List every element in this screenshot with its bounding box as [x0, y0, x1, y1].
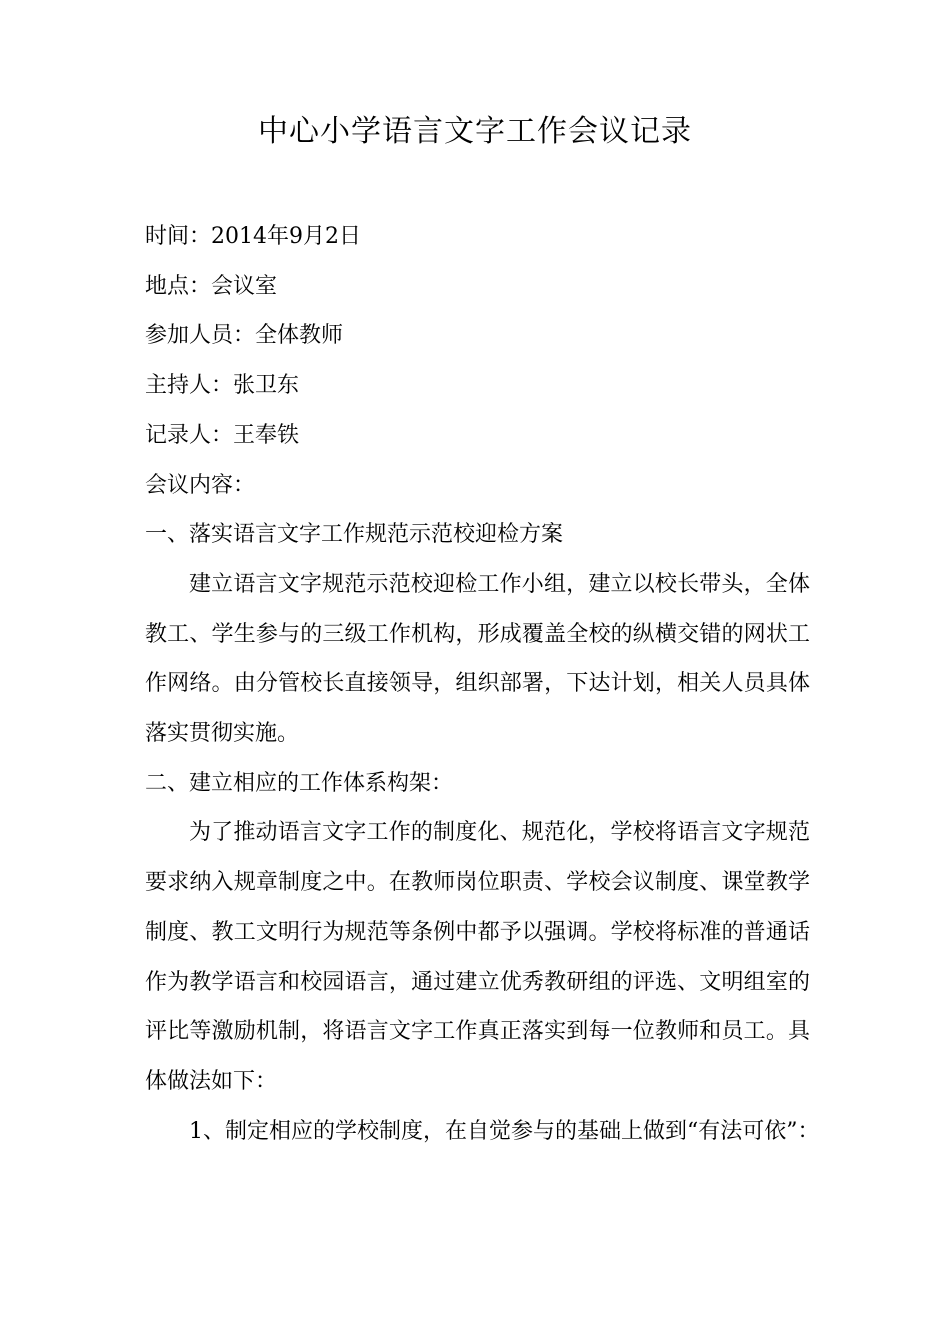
meeting-recorder: 记录人：王奉铁	[145, 422, 300, 448]
item-1-text: 1、制定相应的学校制度，在自觉参与的基础上做到“有法可依”：	[189, 1118, 820, 1144]
section-2-paragraph: 为了推动语言文字工作的制度化、规范化，学校将语言文字规范要求纳入规章制度之中。在教师岗位职责、学校会议制度、课堂教学制度、教工文明行为规范等条例中都予以强调。学校将标准的普通话作为教学语言和校园语言，通过建立优秀教研组的评选、文明组室的评比等激励机制，将语言文字工作真正落实到每一位教师和员工。具体做法如下：	[145, 820, 810, 1094]
document-body	[145, 212, 820, 1156]
meeting-host: 主持人：张卫东	[145, 373, 300, 399]
document-title: 中心小学语言文字工作会议记录	[258, 114, 692, 149]
meeting-time: 时间：2014年9月2日	[145, 224, 361, 249]
section-2-heading: 二、建立相应的工作体系构架：	[145, 770, 454, 796]
section-1-paragraph: 建立语言文字规范示范校迎检工作小组，建立以校长带头，全体教工、学生参与的三级工作机构，形成覆盖全校的纵横交错的网状工作网络。由分管校长直接领导，组织部署，下达计划，相关人员具体落实贯彻实施。	[145, 571, 810, 747]
meeting-participants: 参加人员：全体教师	[145, 323, 344, 349]
content-heading: 会议内容：	[145, 472, 256, 498]
section-1-heading: 一、落实语言文字工作规范示范校迎检方案	[145, 522, 564, 548]
meeting-place: 地点：会议室	[145, 273, 278, 299]
